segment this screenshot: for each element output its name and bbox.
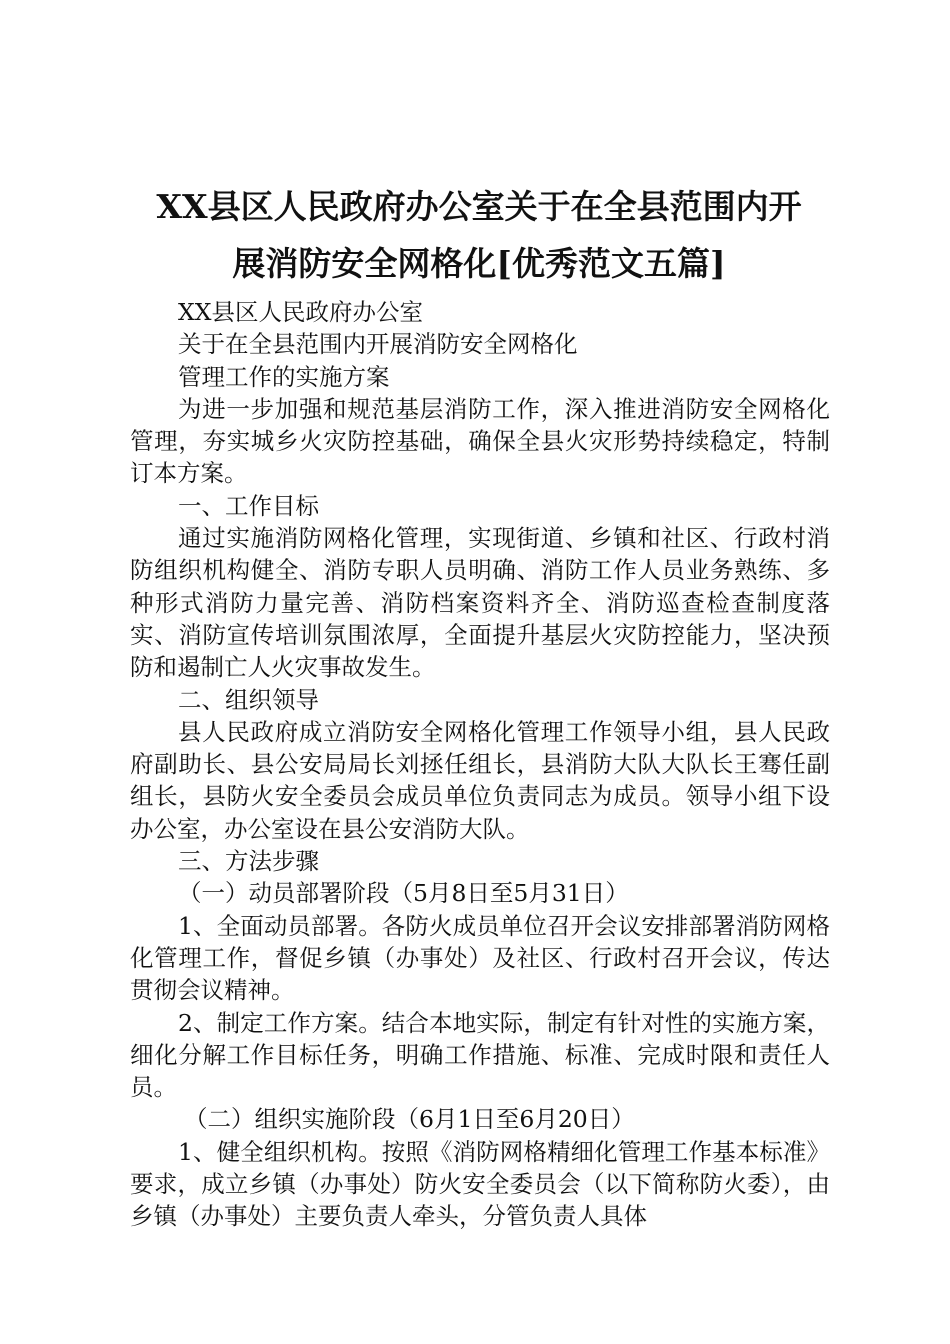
paragraph-step-1-1: 1、全面动员部署。各防火成员单位召开会议安排部署消防网格化管理工作，督促乡镇（办事处）及社区、行政村召开会议，传达贯彻会议精神。 [130,911,830,1005]
title-line-2: 展消防安全网格化[优秀范文五篇] [232,244,726,283]
paragraph-step-2-1: 1、健全组织机构。按照《消防网格精细化管理工作基本标准》要求，成立乡镇（办事处）防火安全委员会（以下简称防火委），由乡镇（办事处）主要负责人牵头，分管负责人具体 [130,1137,830,1231]
paragraph-leadership: 县人民政府成立消防安全网格化管理工作领导小组，县人民政府副助长、县公安局局长刘拯任组长，县消防大队大队长王骞任副组长，县防火安全委员会成员单位负责同志为成员。领导小组下设办公室，办公室设在县公安消防大队。 [130,717,830,843]
issuer-line: XX县区人民政府办公室 [178,298,423,326]
document-title [120,178,838,292]
paragraph-goals: 通过实施消防网格化管理，实现街道、乡镇和社区、行政村消防组织机构健全、消防专职人员明确、消防工作人员业务熟练、多种形式消防力量完善、消防档案资料齐全、消防巡查检查制度落实、消防宣传培训氛围浓厚，全面提升基层火灾防控能力，坚决预防和遏制亡人火灾事故发生。 [130,524,830,682]
section-heading-3: 三、方法步骤 [178,847,319,876]
paragraph-step-1-2: 2、制定工作方案。结合本地实际，制定有针对性的实施方案，细化分解工作目标任务，明确工作措施、标准、完成时限和责任人员。 [130,1008,830,1102]
subtitle-line-2: 管理工作的实施方案 [178,362,390,391]
title-line-1: XX县区人民政府办公室关于在全县范围内开 [156,187,802,226]
intro-paragraph: 为进一步加强和规范基层消防工作，深入推进消防安全网格化管理，夯实城乡火灾防控基础，确保全县火灾形势持续稳定，特制订本方案。 [130,394,830,488]
phase-heading-1: （一）动员部署阶段（5月8日至5月31日） [178,879,629,908]
subtitle-line-1: 关于在全县范围内开展消防安全网格化 [178,330,578,359]
section-heading-1: 一、工作目标 [178,491,319,520]
document-body [130,296,830,1233]
section-heading-2: 二、组织领导 [178,685,319,714]
phase-heading-2: （二）组织实施阶段（6月1日至6月20日） [184,1105,635,1134]
